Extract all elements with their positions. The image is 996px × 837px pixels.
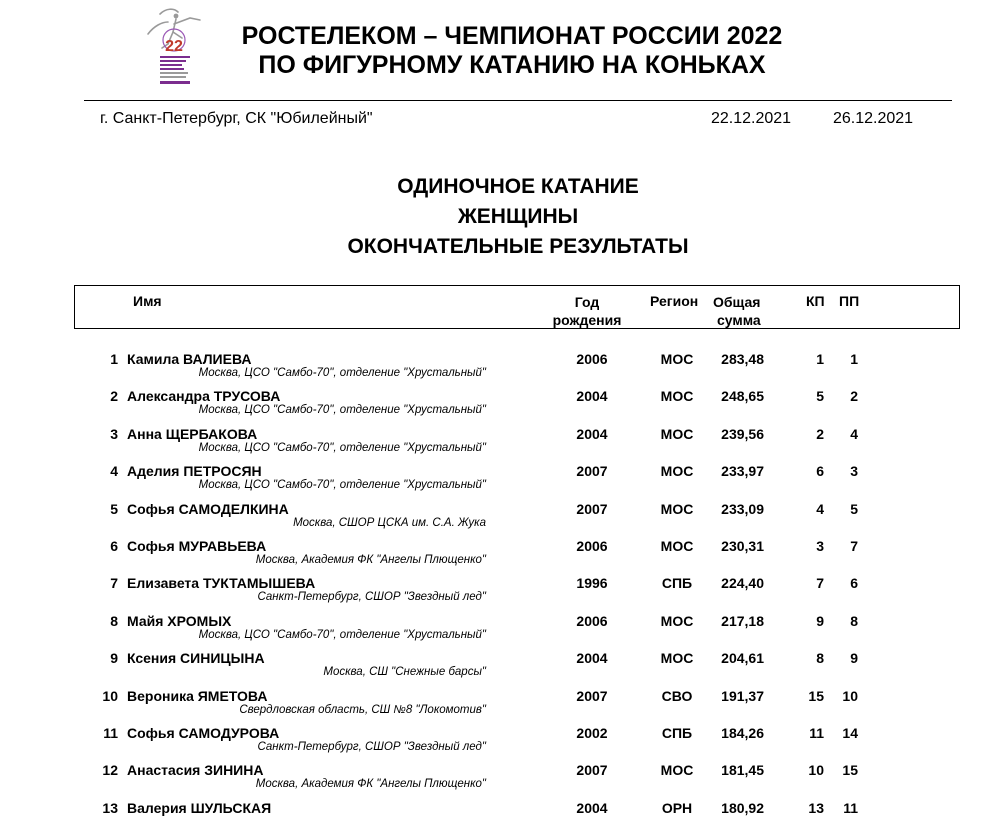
column-birth-year-line2: рождения <box>552 312 622 328</box>
short-program-place: 7 <box>816 575 824 592</box>
result-row <box>0 463 996 500</box>
short-program-place: 10 <box>808 762 824 779</box>
section-line-3: ОКОНЧАТЕЛЬНЫЕ РЕЗУЛЬТАТЫ <box>347 235 689 258</box>
total-score: 181,45 <box>721 762 764 779</box>
athlete-club: Санкт-Петербург, СШОР "Звездный лед" <box>257 741 486 753</box>
free-program-place: 15 <box>842 762 858 779</box>
athlete-club: Москва, ЦСО "Самбо-70", отделение "Хрустальный" <box>198 628 486 641</box>
athlete-club: Москва, СШОР ЦСКА им. С.А. Жука <box>293 516 486 529</box>
birth-year: 2004 <box>576 650 608 667</box>
end-date: 26.12.2021 <box>833 110 914 127</box>
total-score: 217,18 <box>721 612 764 629</box>
region-code: СПБ <box>661 575 693 592</box>
region-code: МОС <box>660 538 694 554</box>
birth-year: 2007 <box>576 762 608 779</box>
result-row <box>0 426 996 463</box>
short-program-place: 8 <box>816 650 824 667</box>
result-row <box>0 351 996 388</box>
result-row <box>0 575 996 612</box>
athlete-name: Камила ВАЛИЕВА <box>127 351 252 367</box>
short-program-place: 15 <box>808 687 824 704</box>
result-row <box>0 650 996 687</box>
athlete-name: Ксения СИНИЦЫНА <box>127 650 265 667</box>
athlete-rank: 13 <box>102 799 118 816</box>
birth-year: 2004 <box>576 799 608 816</box>
total-score: 191,37 <box>721 687 764 704</box>
athlete-club: Москва, СШ "Снежные барсы" <box>323 666 486 679</box>
total-score: 224,40 <box>721 575 764 592</box>
result-row <box>0 501 996 538</box>
region-code: МОС <box>660 762 694 779</box>
total-score: 204,61 <box>721 650 764 667</box>
total-score: 239,56 <box>721 425 764 442</box>
short-program-place: 2 <box>816 425 824 442</box>
column-name: Имя <box>133 293 162 309</box>
column-birth-year-line1: Год <box>574 294 600 310</box>
athlete-club: Москва, ЦСО "Самбо-70", отделение "Хрустальный" <box>198 441 486 454</box>
short-program-place: 1 <box>816 351 824 367</box>
result-row <box>0 538 996 575</box>
athlete-name: Анна ЩЕРБАКОВА <box>127 425 258 442</box>
region-code: МОС <box>660 425 694 442</box>
athlete-name: Вероника ЯМЕТОВА <box>127 687 268 704</box>
result-row <box>0 613 996 650</box>
free-program-place: 14 <box>842 725 858 741</box>
region-code: МОС <box>660 500 694 517</box>
short-program-place: 4 <box>816 500 824 517</box>
athlete-rank: 6 <box>110 538 118 554</box>
athlete-name: Софья САМОДУРОВА <box>127 725 280 741</box>
free-program-place: 3 <box>850 463 858 480</box>
athlete-rank: 11 <box>103 725 118 741</box>
birth-year: 2006 <box>576 351 608 367</box>
short-program-place: 5 <box>816 388 824 405</box>
short-program-place: 6 <box>816 463 824 480</box>
result-row <box>0 688 996 725</box>
region-code: СВО <box>661 687 693 704</box>
title-line-2: ПО ФИГУРНОМУ КАТАНИЮ НА КОНЬКАХ <box>258 51 766 79</box>
birth-year: 2006 <box>576 538 608 554</box>
header-divider <box>84 100 952 101</box>
total-score: 184,26 <box>721 725 764 741</box>
birth-year: 2006 <box>576 612 608 629</box>
column-short-program: КП <box>806 293 825 309</box>
athlete-name: Майя ХРОМЫХ <box>127 612 232 629</box>
free-program-place: 2 <box>850 388 858 405</box>
short-program-place: 3 <box>816 538 824 554</box>
total-score: 180,92 <box>721 799 764 816</box>
free-program-place: 4 <box>850 425 858 442</box>
athlete-name: Александра ТРУСОВА <box>127 388 281 405</box>
column-free-program: ПП <box>839 293 860 309</box>
result-row <box>0 388 996 425</box>
athlete-name: Елизавета ТУКТАМЫШЕВА <box>127 575 316 592</box>
athlete-rank: 2 <box>110 388 118 405</box>
total-score: 283,48 <box>721 351 764 367</box>
logo-caption <box>160 56 190 84</box>
athlete-name: Софья САМОДЕЛКИНА <box>127 500 289 517</box>
athlete-rank: 5 <box>110 500 118 517</box>
birth-year: 2007 <box>576 687 608 704</box>
athlete-club: Москва, ЦСО "Самбо-70", отделение "Хрустальный" <box>198 479 486 492</box>
section-line-2: ЖЕНЩИНЫ <box>457 205 579 228</box>
birth-year: 2007 <box>576 500 608 517</box>
free-program-place: 7 <box>850 538 858 554</box>
birth-year: 2002 <box>576 725 608 741</box>
athlete-club: Свердловская область, СШ №8 "Локомотив" <box>239 703 486 716</box>
region-code: СПБ <box>661 725 693 741</box>
column-birth-year <box>545 293 629 329</box>
free-program-place: 5 <box>850 500 858 517</box>
result-row <box>0 762 996 799</box>
start-date: 22.12.2021 <box>711 110 792 127</box>
region-code: МОС <box>660 388 694 405</box>
short-program-place: 11 <box>809 725 824 741</box>
result-row <box>0 800 996 837</box>
title-line-1: РОСТЕЛЕКОМ – ЧЕМПИОНАТ РОССИИ 2022 <box>241 22 783 50</box>
free-program-place: 1 <box>850 351 858 367</box>
region-code: ОРН <box>661 799 693 816</box>
athlete-rank: 1 <box>110 351 118 367</box>
athlete-rank: 7 <box>110 575 118 592</box>
column-total <box>713 293 761 329</box>
logo-number: 22 <box>165 38 183 55</box>
athlete-name: Анастасия ЗИНИНА <box>127 762 264 779</box>
region-code: МОС <box>660 351 694 367</box>
result-row <box>0 725 996 762</box>
birth-year: 2004 <box>576 425 608 442</box>
athlete-rank: 9 <box>110 650 118 667</box>
championship-title <box>200 22 824 80</box>
free-program-place: 8 <box>850 612 858 629</box>
free-program-place: 10 <box>842 687 858 704</box>
short-program-place: 9 <box>816 612 824 629</box>
free-program-place: 9 <box>850 650 858 667</box>
birth-year: 2007 <box>576 463 608 480</box>
short-program-place: 13 <box>808 799 824 816</box>
region-code: МОС <box>660 650 694 667</box>
athlete-name: Валерия ШУЛЬСКАЯ <box>127 799 272 816</box>
total-score: 233,97 <box>721 463 764 480</box>
athlete-rank: 12 <box>102 762 118 779</box>
total-score: 248,65 <box>721 388 764 405</box>
athlete-club: Москва, ЦСО "Самбо-70", отделение "Хрустальный" <box>198 367 486 379</box>
column-header <box>74 285 960 329</box>
free-program-place: 6 <box>850 575 858 592</box>
athlete-club: Москва, ЦСО "Самбо-70", отделение "Хрустальный" <box>198 404 486 417</box>
total-score: 233,09 <box>721 500 764 517</box>
region-code: МОС <box>660 463 694 480</box>
birth-year: 2004 <box>576 388 608 405</box>
free-program-place: 11 <box>843 799 858 816</box>
section-title <box>200 172 836 262</box>
athlete-rank: 4 <box>110 463 118 480</box>
column-total-line1: Общая <box>713 294 761 310</box>
athlete-club: Москва, Академия ФК "Ангелы Плющенко" <box>255 554 486 566</box>
region-code: МОС <box>660 612 694 629</box>
birth-year: 1996 <box>576 575 608 592</box>
athlete-rank: 10 <box>102 687 118 704</box>
athlete-name: Аделия ПЕТРОСЯН <box>127 463 262 480</box>
athlete-name: Софья МУРАВЬЕВА <box>127 538 267 554</box>
athlete-rank: 3 <box>110 425 118 442</box>
column-total-line2: сумма <box>717 312 761 328</box>
total-score: 230,31 <box>721 538 764 554</box>
athlete-rank: 8 <box>110 612 118 629</box>
column-region: Регион <box>650 293 699 309</box>
athlete-club: Санкт-Петербург, СШОР "Звездный лед" <box>257 591 486 604</box>
venue-text: г. Санкт-Петербург, СК "Юбилейный" <box>100 110 373 127</box>
athlete-club: Москва, Академия ФК "Ангелы Плющенко" <box>255 778 486 791</box>
section-line-1: ОДИНОЧНОЕ КАТАНИЕ <box>397 175 639 198</box>
